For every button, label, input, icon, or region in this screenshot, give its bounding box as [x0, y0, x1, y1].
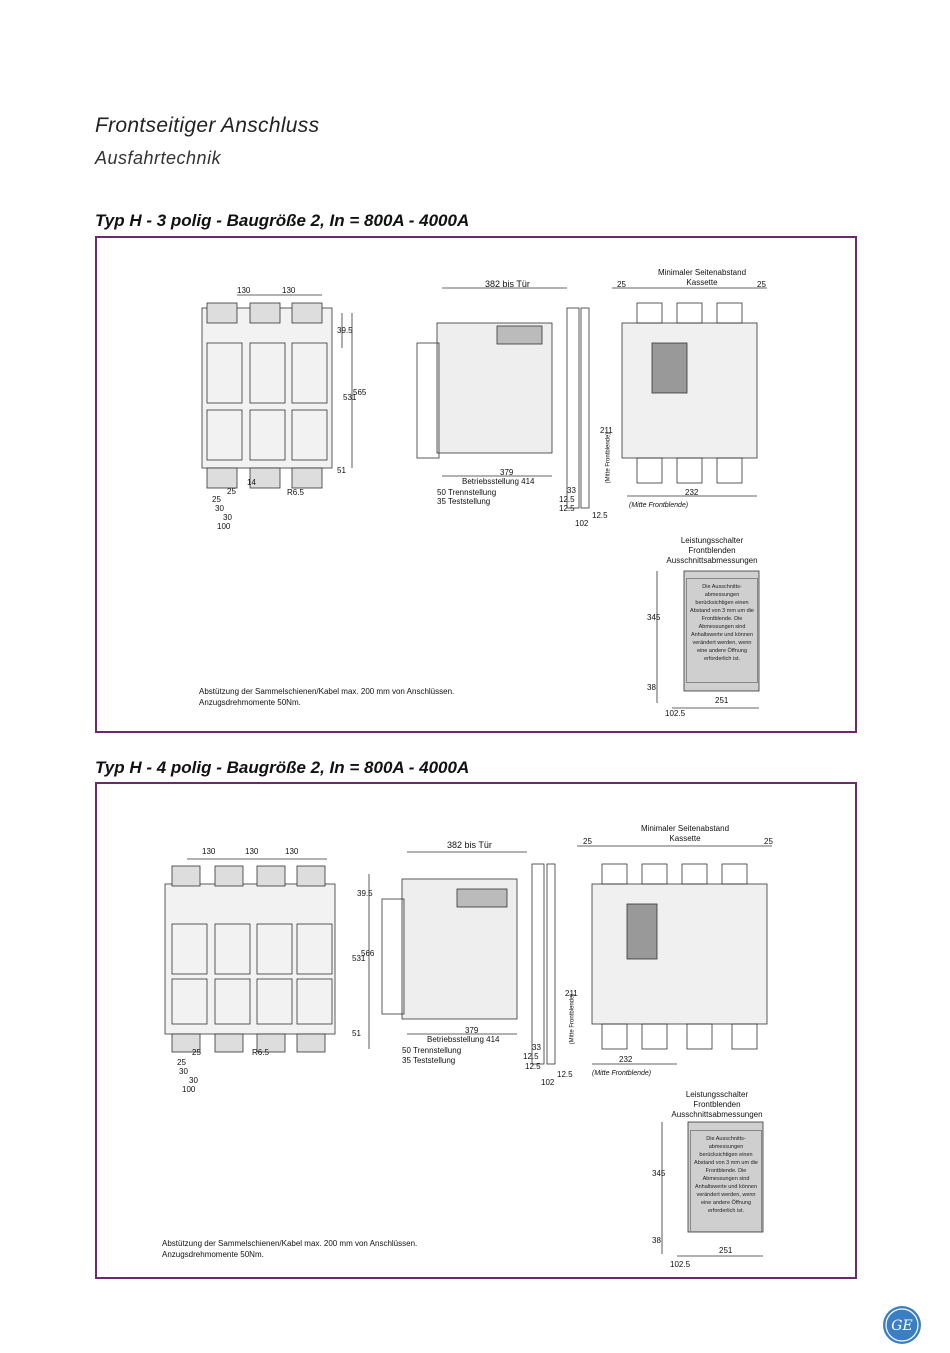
- dim-front-r6-5: R6.5: [287, 488, 304, 497]
- panel-note: Die Ausschnitts- abmessungen berücksichtigen einen Abstand von 3 mm um die Frontblende. Die Abmessungen sind Anhaltswerte und können verändert werden, wenn eine andere Öffnung erforderlich ist.: [686, 578, 758, 683]
- dim-side-33: 33: [532, 1043, 541, 1052]
- ge-logo-icon: [882, 1305, 922, 1345]
- dim-panel-345: 345: [652, 1169, 666, 1178]
- dim-rear-232: 232: [619, 1055, 633, 1064]
- dim-front-30a: 30: [179, 1067, 188, 1076]
- dim-front-51: 51: [352, 1029, 361, 1038]
- page-title: Frontseitiger Anschluss: [95, 114, 320, 137]
- dim-panel-102-5: 102.5: [665, 709, 686, 718]
- drawing-frame-4pole: [95, 782, 857, 1279]
- dim-side-test: 35 Teststellung: [437, 497, 491, 506]
- dim-panel-251: 251: [715, 696, 729, 705]
- footnote-torque: Anzugsdrehmomente 50Nm.: [162, 1250, 264, 1259]
- dim-front-130a: 130: [237, 286, 251, 295]
- panel-title-2: Frontblenden: [688, 546, 736, 555]
- footnote-support: Abstützung der Sammelschienen/Kabel max. 200 mm von Anschlüssen.: [199, 687, 455, 696]
- dim-front-25a: 25: [227, 487, 236, 496]
- drawing-frame-3pole: [95, 236, 857, 733]
- panel-title-3: Ausschnittsabmessungen: [666, 556, 758, 565]
- dim-rear-25b: 25: [764, 837, 773, 846]
- dim-front-100: 100: [182, 1085, 196, 1094]
- rear-min-clearance: Minimaler Seitenabstand: [640, 824, 730, 833]
- dim-side-102: 102: [575, 519, 589, 528]
- dim-side-12-5a: 12.5: [523, 1052, 539, 1061]
- dim-side-102: 102: [541, 1078, 555, 1087]
- dim-side-door: 382 bis Tür: [447, 840, 492, 850]
- dim-panel-38: 38: [647, 683, 656, 692]
- panel-note: Die Ausschnitts- abmessungen berücksichtigen einen Abstand von 3 mm um die Frontblende. Die Abmessungen sind Anhaltswerte und können verändert werden, wenn eine andere Öffnung erforderlich ist.: [690, 1130, 762, 1232]
- panel-title-1: Leistungsschalter: [685, 1090, 749, 1099]
- logo-text: GE: [891, 1318, 913, 1334]
- rear-mid-front: (Mitte Frontblende): [605, 432, 612, 484]
- dim-side-12-5c: 12.5: [557, 1070, 573, 1079]
- panel-title-3: Ausschnittsabmessungen: [671, 1110, 763, 1119]
- dim-front-25b: 25: [177, 1058, 186, 1067]
- rear-min-clearance: Minimaler Seitenabstand: [657, 268, 747, 277]
- dim-front-r6-5: R6.5: [252, 1048, 269, 1057]
- dim-panel-38: 38: [652, 1236, 661, 1245]
- dim-side-operating: Betriebsstellung 414: [427, 1035, 500, 1044]
- dim-rear-232: 232: [685, 488, 699, 497]
- dim-front-565: 565: [353, 388, 367, 397]
- dim-side-test: 35 Teststellung: [402, 1056, 456, 1065]
- panel-title-1: Leistungsschalter: [680, 536, 744, 545]
- dim-panel-345: 345: [647, 613, 661, 622]
- dim-rear-211: 211: [565, 989, 578, 998]
- dim-front-51: 51: [337, 466, 346, 475]
- dim-side-379: 379: [465, 1026, 479, 1035]
- rear-cassette: Kassette: [686, 278, 718, 287]
- footnote-torque: Anzugsdrehmomente 50Nm.: [199, 698, 301, 707]
- section-heading-4pole: Typ H - 4 polig - Baugröße 2, In = 800A - 4000A: [95, 758, 470, 777]
- rear-mid-front-2: (Mitte Frontblende): [629, 502, 689, 509]
- dim-front-531: 531: [343, 393, 357, 402]
- section-heading-3pole: Typ H - 3 polig - Baugröße 2, In = 800A - 4000A: [95, 211, 470, 230]
- dim-side-disconnect: 50 Trennstellung: [437, 488, 497, 497]
- dim-side-disconnect: 50 Trennstellung: [402, 1046, 462, 1055]
- dim-side-operating: Betriebsstellung 414: [462, 477, 535, 486]
- dim-side-12-5c: 12.5: [592, 511, 608, 520]
- footnote-support: Abstützung der Sammelschienen/Kabel max. 200 mm von Anschlüssen.: [162, 1239, 418, 1248]
- dim-front-531: 531: [352, 954, 366, 963]
- dim-panel-102-5: 102.5: [670, 1260, 691, 1269]
- rear-mid-front-2: (Mitte Frontblende): [592, 1070, 652, 1077]
- rear-cassette: Kassette: [669, 834, 701, 843]
- dim-front-14: 14: [247, 478, 256, 487]
- dim-side-12-5a: 12.5: [559, 495, 575, 504]
- panel-title-2: Frontblenden: [693, 1100, 741, 1109]
- dim-rear-25a: 25: [583, 837, 592, 846]
- dim-front-566: 566: [361, 949, 375, 958]
- dim-front-130b: 130: [245, 847, 259, 856]
- dim-front-130a: 130: [202, 847, 216, 856]
- page-subtitle: Ausfahrtechnik: [95, 148, 222, 168]
- dim-rear-25b: 25: [757, 280, 766, 289]
- dim-front-130b: 130: [282, 286, 296, 295]
- dim-front-30b: 30: [223, 513, 232, 522]
- dim-side-379: 379: [500, 468, 514, 477]
- dim-rear-211: 211: [600, 426, 613, 435]
- dim-front-130c: 130: [285, 847, 299, 856]
- dim-rear-25a: 25: [617, 280, 626, 289]
- rear-mid-front: (Mitte Frontblende): [569, 993, 576, 1045]
- dim-front-39-5: 39.5: [357, 889, 373, 898]
- dim-front-39-5: 39.5: [337, 326, 353, 335]
- dim-front-100: 100: [217, 522, 231, 531]
- dim-side-33: 33: [567, 486, 576, 495]
- dim-panel-251: 251: [719, 1246, 733, 1255]
- dim-front-25b: 25: [212, 495, 221, 504]
- dim-side-door: 382 bis Tür: [485, 279, 530, 289]
- dim-side-12-5b: 12.5: [525, 1062, 541, 1071]
- dim-front-30a: 30: [215, 504, 224, 513]
- dim-front-30b: 30: [189, 1076, 198, 1085]
- dim-side-12-5b: 12.5: [559, 504, 575, 513]
- dim-front-25a: 25: [192, 1048, 201, 1057]
